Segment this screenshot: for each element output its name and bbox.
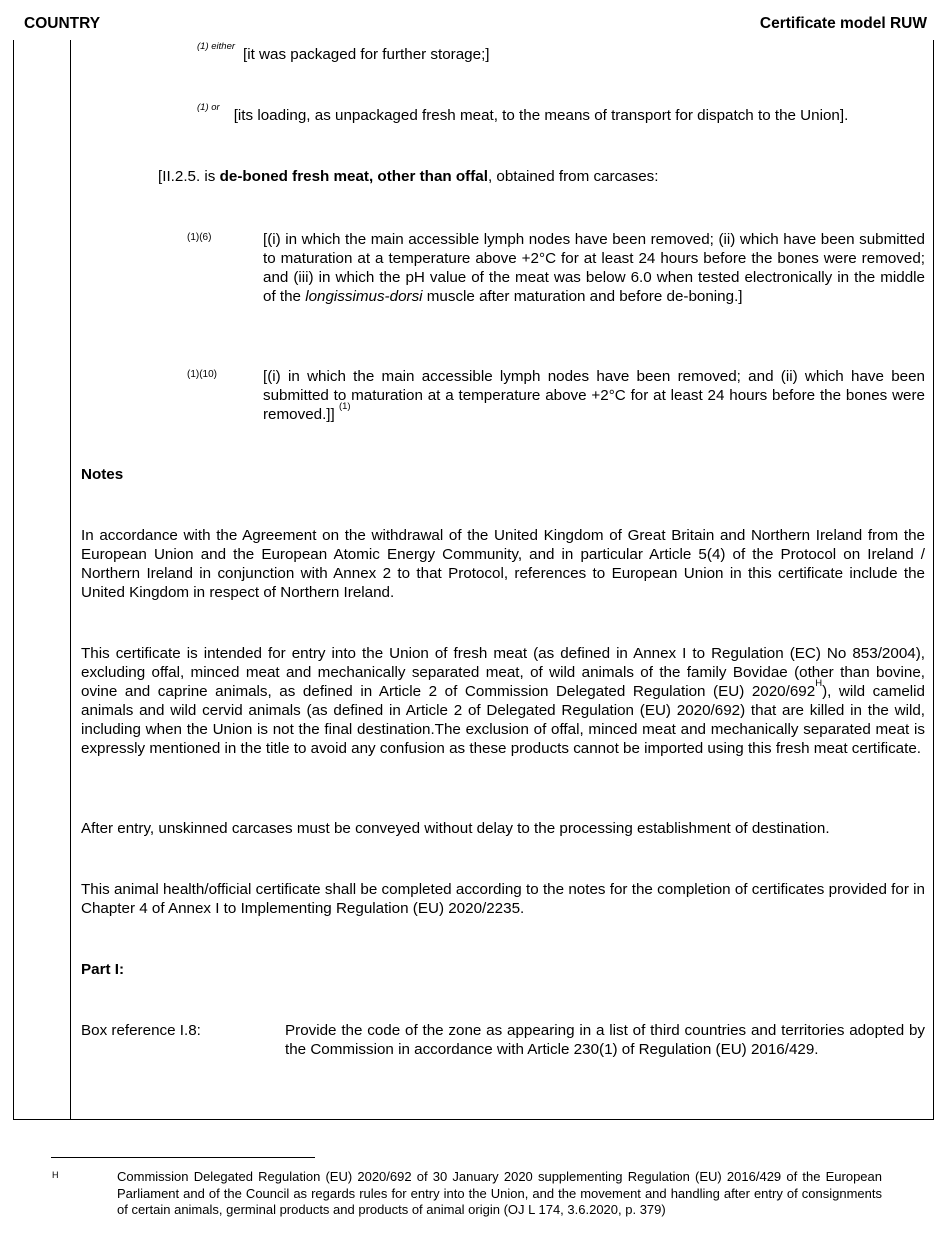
part1-heading: Part I: — [81, 961, 125, 978]
item2-text-body: [(i) in which the main accessible lymph nodes have been removed; and (ii) which have been submitted to maturation at a temperature above +2°C for at least 24 hours before the bones were removed.]] — [263, 368, 925, 423]
item2-text — [263, 367, 925, 424]
notes-heading: Notes — [81, 466, 124, 483]
option-either-marker: (1) either — [197, 41, 236, 52]
option-or-marker: (1) or — [197, 102, 220, 113]
notes-p2-sup: H — [815, 678, 823, 689]
box-reference-text: Provide the code of the zone as appearing in a list of third countries and territories adopted by the Commission in accordance with Article 230(1) of Regulation (EU) 2016/429. — [285, 1022, 925, 1058]
box-reference-label: Box reference I.8: — [81, 1022, 201, 1039]
footnote-text: Commission Delegated Regulation (EU) 2020/692 of 30 January 2020 supplementing Regulation (EU) 2016/429 of the European Parliament and of the Council as regards rules for entry into the Union, and the movement and handling after entry of consignments of certain animals, germinal products and products of animal origin (OJ L 174, 3.6.2020, p. 379) — [117, 1169, 882, 1218]
option-or-text: [its loading, as unpackaged fresh meat, to the means of transport for dispatch to the Union]. — [233, 107, 849, 124]
notes-paragraph-4: This animal health/official certificate shall be completed according to the notes for the completion of certificates provided for in Chapter 4 of Annex I to Implementing Regulation (EU) 2020/2235. — [81, 881, 925, 917]
footnote-separator — [51, 1157, 315, 1158]
notes-paragraph-3: After entry, unskinned carcases must be conveyed without delay to the processing establishment of destination. — [81, 820, 830, 837]
certificate-model-label: Certificate model RUW — [759, 15, 927, 32]
footnote-marker: H — [52, 1170, 59, 1180]
clause-prefix: [II.2.5. is — [158, 168, 220, 185]
country-label: COUNTRY — [24, 15, 101, 32]
column-divider — [70, 40, 71, 1120]
option-either — [197, 41, 490, 64]
notes-paragraph-1: In accordance with the Agreement on the withdrawal of the United Kingdom of Great Britain and Northern Ireland from the European Union and the European Atomic Energy Community, and in particular Article 5(4) of the Protocol on Ireland / Northern Ireland in conjunction with Annex 2 to that Protocol, references to European Union in this certificate include the United Kingdom in respect of Northern Ireland. — [81, 527, 925, 601]
item1-text — [263, 230, 925, 306]
item2-marker: (1)(10) — [187, 369, 218, 380]
notes-p2-b: ), wild camelid animals and wild cervid animals (as defined in Article 2 of Delegated Regulation (EU) 2020/692) that are killed in the wild, including when the Union is not the final destination.The exclusion of offal, minced meat and mechanically separated meat is expressly mentioned in the title to avoid any confusion as these products cannot be imported using this fresh meat certificate. — [81, 683, 925, 757]
clause-ii-2-5 — [158, 167, 659, 186]
notes-p2-a: This certificate is intended for entry into the Union of fresh meat (as defined in Annex I to Regulation (EC) No 853/2004), excluding offal, minced meat and mechanically separated meat, of wild animals of the family Bovidae (other than bovine, ovine and caprine animals, as defined in Article 2 of Commission Delegated Regulation (EU) 2020/692 — [81, 645, 925, 700]
clause-bold: de-boned fresh meat, other than offal — [219, 168, 488, 185]
item2-sup: (1) — [338, 401, 351, 412]
item1-marker: (1)(6) — [187, 232, 212, 243]
item1-italic: longissimus-dorsi — [305, 288, 423, 305]
option-either-text: [it was packaged for further storage;] — [243, 46, 490, 63]
item1-text-b: muscle after maturation and before de-boning.] — [422, 288, 743, 305]
option-or — [197, 102, 849, 125]
item1-text-a: [(i) in which the main accessible lymph nodes have been removed; (ii) which have been submitted to maturation at a temperature above +2°C for at least 24 hours before the bones were removed; and (iii) in which the pH value of the meat was below 6.0 when tested electronically in the middle of the — [263, 231, 925, 305]
clause-suffix: , obtained from carcases: — [487, 168, 659, 185]
notes-paragraph-2 — [81, 644, 925, 758]
